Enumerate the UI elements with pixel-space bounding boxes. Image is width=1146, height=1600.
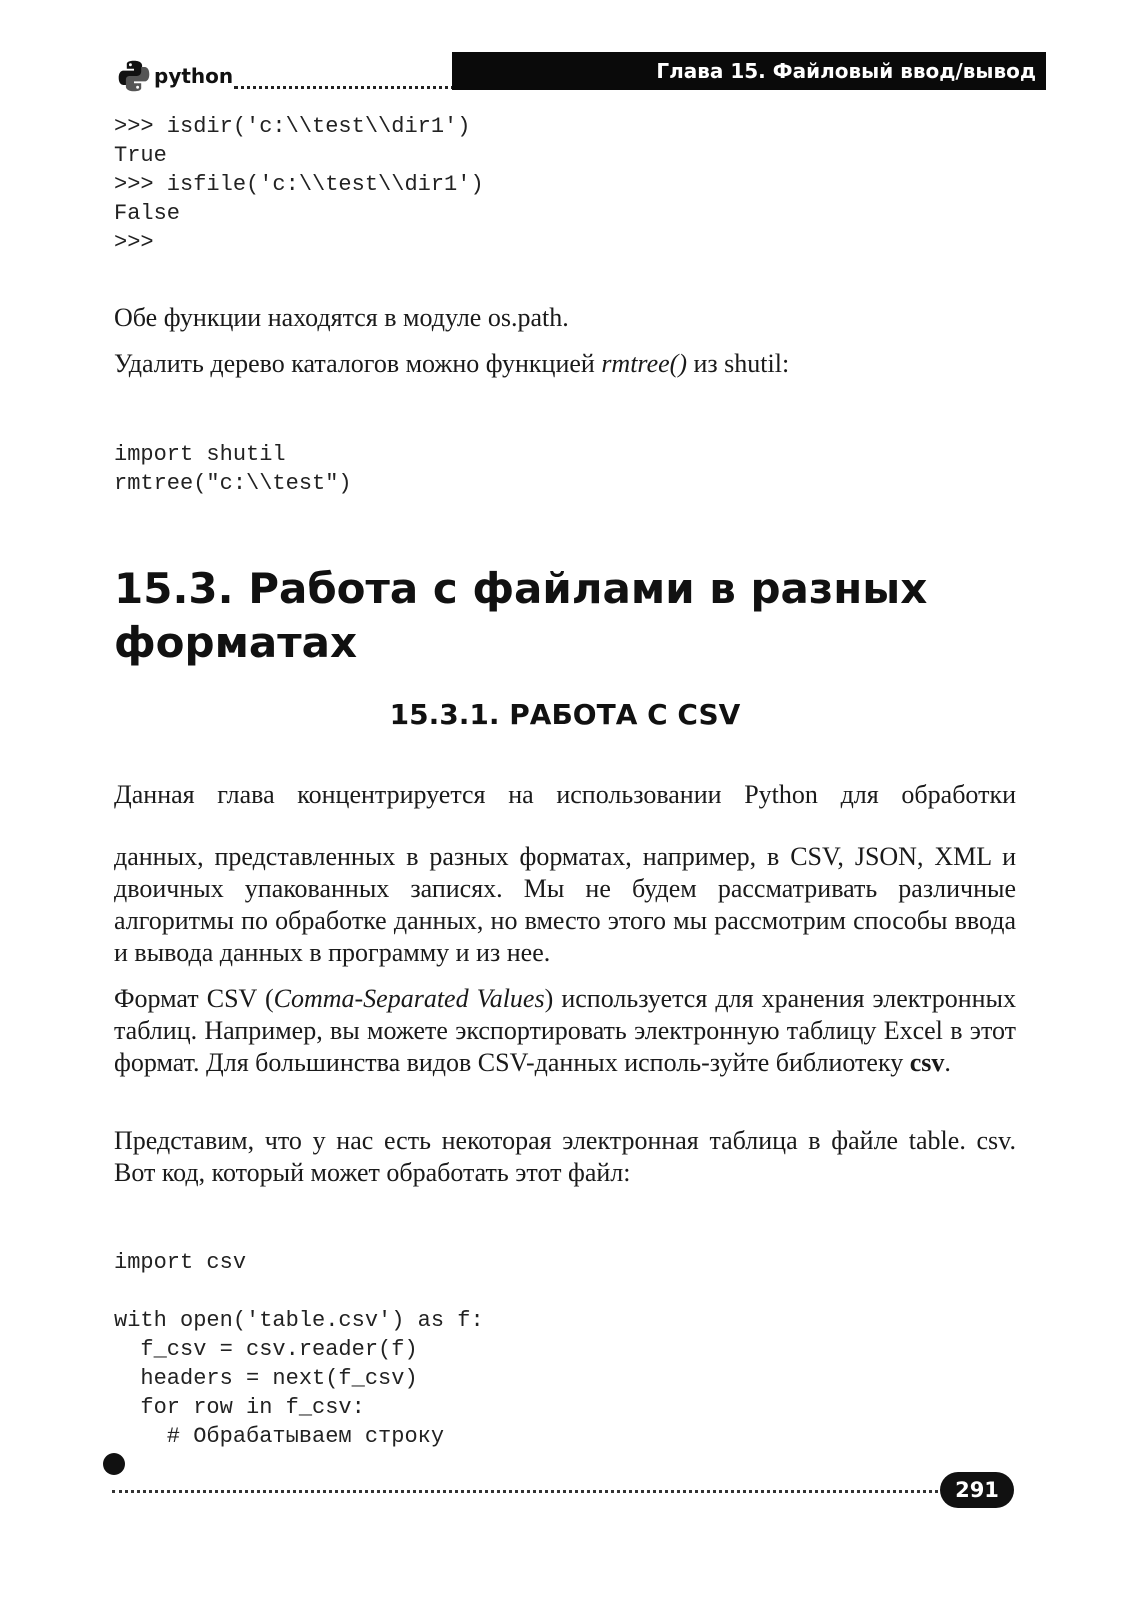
paragraph-intro: данных, представленных в разных форматах, например, в CSV, JSON, XML и двоичных упакованных записях. Мы не будем рассматривать различные алгоритмы по обработке данных, но вместо этого мы рассмотрим способы ввода и вывода данных в программу и из нее. xyxy=(114,842,1016,967)
paragraph-os-path: Обе функции находятся в модуле os.path. xyxy=(114,303,569,332)
logo-text: python xyxy=(154,64,234,88)
section-heading: 15.3. Работа с файлами в разных форматах xyxy=(114,564,928,667)
code-block-csv-reader: import csv with open('table.csv') as f: f_csv = csv.reader(f) headers = next(f_csv) for row in f_csv: # Обрабатываем строку xyxy=(114,1250,484,1449)
python-logo-icon xyxy=(116,58,152,94)
csv-format-end: . xyxy=(944,1048,951,1077)
subsection-heading: 15.3.1. РАБОТА С CSV xyxy=(389,698,741,731)
paragraph-table-csv: Представим, что у нас есть некоторая электронная таблица в файле table. csv. Вот код, который может обработать этот файл: xyxy=(114,1126,1016,1187)
chapter-title: Глава 15. Файловый ввод/вывод xyxy=(656,59,1036,83)
paragraph-rmtree-tail: из shutil: xyxy=(686,349,790,378)
csv-library-name: csv xyxy=(909,1048,945,1077)
paragraph-rmtree xyxy=(114,348,1016,380)
paragraph-rmtree-text: Удалить дерево каталогов можно функцией xyxy=(114,349,602,378)
page-header xyxy=(116,52,1046,92)
paragraph-intro-first-line: Данная глава концентрируется на использовании Python для обработки xyxy=(114,780,1016,809)
python-logo xyxy=(116,58,233,94)
rmtree-function-name: rmtree() xyxy=(601,349,687,378)
footer-dotted-rule xyxy=(112,1490,944,1493)
page-number: 291 xyxy=(940,1472,1014,1508)
csv-expansion: Comma-Separated Values xyxy=(273,984,545,1013)
code-block-isdir: >>> isdir('c:\\test\\dir1') True >>> isfile('c:\\test\\dir1') False >>> xyxy=(114,114,484,255)
code-block-shutil: import shutil rmtree("c:\\test") xyxy=(114,442,352,496)
paragraph-csv-format xyxy=(114,983,1016,1079)
csv-format-text: Формат CSV ( xyxy=(114,984,274,1013)
footer-bullet xyxy=(103,1453,125,1475)
csv-format-body: ) используется для хранения электронных таблиц. Например, вы можете экспортировать электронную таблицу Excel в этот формат. Для большинства видов CSV-данных исполь-зуйте библиотеку xyxy=(114,984,1017,1077)
chapter-title-bar xyxy=(452,52,1046,90)
